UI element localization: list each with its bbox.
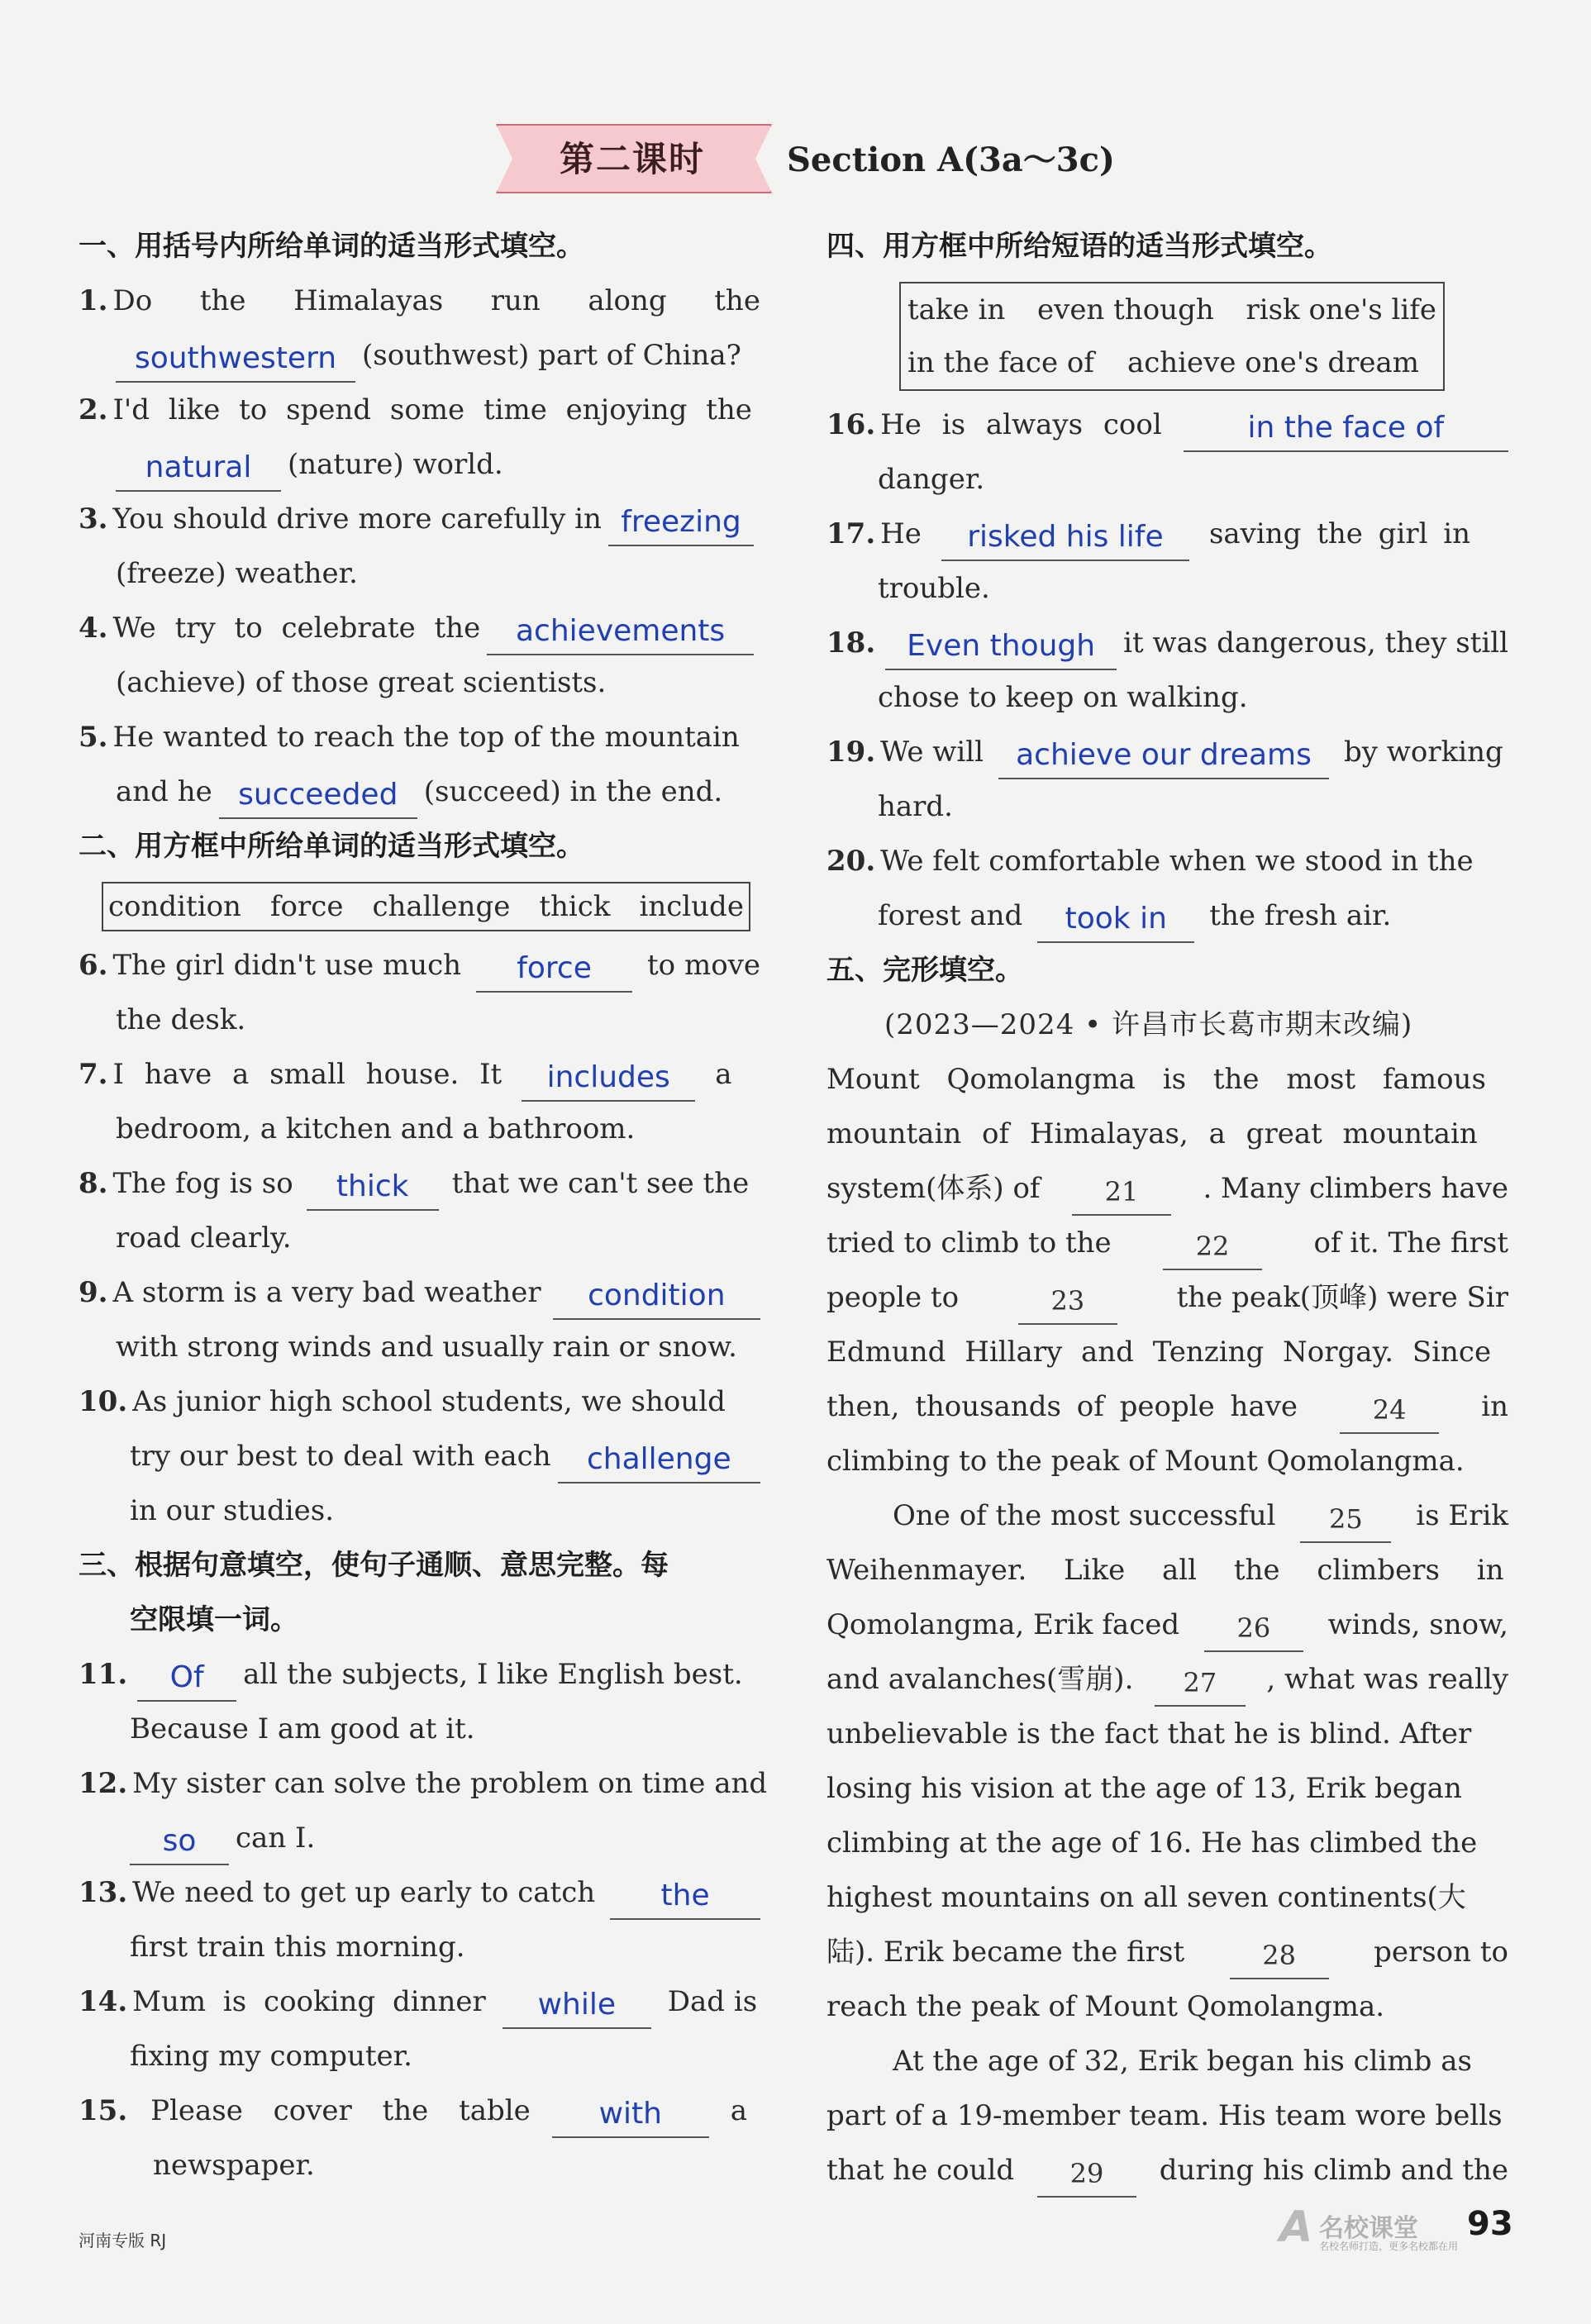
cloze-text: and avalanches(雪崩). (826, 1663, 1134, 1696)
q1-text: (southwest) part of China? (362, 339, 741, 372)
phrase-box-item: achieve one's dream (1127, 346, 1420, 379)
cloze-blank-24[interactable]: 24 (1340, 1388, 1439, 1434)
q11-line1 (79, 1647, 760, 1702)
section-title: Section A(3a～3c) (787, 140, 1115, 179)
edition-label: 河南专版 RJ (79, 2231, 167, 2250)
q6-line2 (79, 993, 760, 1047)
cloze-blank-29[interactable]: 29 (1037, 2151, 1136, 2198)
q5-line2 (79, 764, 760, 819)
q13-line1 (79, 1865, 760, 1920)
q12-text: My sister can solve the problem on time and (132, 1767, 768, 1800)
q19-line2 (826, 779, 1508, 834)
q19-number: 19. (826, 736, 876, 769)
cloze-paragraph-3 (826, 2034, 1508, 2198)
cloze-line (826, 1270, 1508, 1325)
q12-line2 (79, 1811, 760, 1865)
cloze-line (826, 1325, 1508, 1379)
q1-line2 (79, 328, 760, 383)
cloze-line (826, 1543, 1508, 1598)
q5-line1 (79, 710, 760, 764)
cloze-text: the peak(顶峰) were Sir (1176, 1281, 1508, 1314)
q14-text: Mum is cooking dinner (132, 1985, 486, 2018)
q2-text: I'd like to spend some time enjoying the (112, 393, 752, 426)
cloze-text: winds, snow, (1327, 1608, 1508, 1641)
cloze-text: climbing to the peak of Mount Qomolangma. (826, 1445, 1465, 1478)
q16-answer[interactable]: in the face of (1184, 406, 1508, 452)
q1-word: Do (112, 284, 153, 317)
q9-answer[interactable]: condition (553, 1274, 760, 1320)
cloze-blank-21[interactable]: 21 (1072, 1169, 1171, 1216)
q13-line2 (79, 1920, 760, 1974)
q7-line1 (79, 1047, 760, 1102)
q8-number: 8. (79, 1167, 108, 1200)
q7-text: I have a small house. It (112, 1058, 503, 1091)
q1-word: along (588, 284, 667, 317)
q13-answer[interactable]: the (610, 1874, 760, 1920)
page-header (0, 124, 1591, 198)
q6-text: the desk. (116, 1003, 246, 1036)
cloze-line (826, 1488, 1508, 1543)
q5-answer[interactable]: succeeded (219, 773, 417, 819)
q6-line1 (79, 938, 760, 993)
publisher-logo (1279, 2203, 1459, 2252)
q17-line1 (826, 507, 1508, 561)
q14-answer[interactable]: while (503, 1983, 651, 2029)
cloze-text: person to (1374, 1936, 1508, 1969)
cloze-line (826, 1052, 1508, 1107)
q9-line2 (79, 1320, 760, 1374)
cloze-line (826, 1161, 1508, 1216)
q6-text: to move (647, 949, 760, 982)
q2-line1 (79, 383, 760, 437)
cloze-line (826, 1870, 1508, 1925)
q2-answer[interactable]: natural (116, 445, 281, 492)
cloze-line (826, 1761, 1508, 1816)
q10-text: As junior high school students, we should (132, 1385, 726, 1418)
q4-text: (achieve) of those great scientists. (116, 666, 607, 699)
part2-word-box (102, 882, 750, 931)
q12-number: 12. (79, 1767, 128, 1800)
q14-line1 (79, 1974, 760, 2029)
cloze-blank-27[interactable]: 27 (1155, 1660, 1246, 1707)
logo-slogan: 名校名师打造，更多名校都在用 (1319, 2241, 1459, 2252)
cloze-text: climbing at the age of 16. He has climbed the (826, 1826, 1478, 1860)
part5-source (826, 998, 1508, 1052)
cloze-line (826, 2088, 1508, 2143)
part4-phrase-box (899, 282, 1445, 391)
q2-line2 (79, 437, 760, 492)
q14-line2 (79, 2029, 760, 2084)
part4-heading: 四、用方框中所给短语的适当形式填空。 (826, 230, 1332, 263)
q10-line2 (79, 1429, 760, 1483)
cloze-text: losing his vision at the age of 13, Erik began (826, 1772, 1462, 1805)
q2-text: (nature) world. (288, 448, 503, 481)
q15-line1 (79, 2084, 760, 2138)
phrase-box-item: risk one's life (1246, 293, 1436, 326)
q9-number: 9. (79, 1276, 108, 1309)
page-number: 93 (1467, 2205, 1513, 2243)
q5-text: and he (116, 775, 212, 808)
q1-word: run (490, 284, 541, 317)
q18-text: it was dangerous, they still (1123, 626, 1508, 660)
phrase-box-item: in the face of (907, 346, 1094, 379)
q13-number: 13. (79, 1876, 128, 1909)
q3-line1 (79, 492, 760, 546)
q5-number: 5. (79, 721, 108, 754)
cloze-text: system(体系) of (826, 1172, 1041, 1205)
q3-answer[interactable]: freezing (608, 500, 754, 546)
q6-text: The girl didn't use much (112, 949, 462, 982)
q8-line1 (79, 1156, 760, 1211)
q8-text: that we can't see the (451, 1167, 750, 1200)
q18-answer[interactable]: Even though (885, 624, 1117, 670)
word-box-item: force (269, 890, 344, 923)
cloze-text: 陆). Erik became the first (826, 1936, 1185, 1969)
q5-text: He wanted to reach the top of the mountain (112, 721, 740, 754)
q15-text: newspaper. (153, 2149, 315, 2182)
q11-text: all the subjects, I like English best. (243, 1658, 743, 1691)
cloze-text: during his climb and the (1159, 2154, 1508, 2187)
cloze-line (826, 1652, 1508, 1707)
q1-line1 (79, 274, 760, 328)
cloze-blank-23[interactable]: 23 (1018, 1279, 1117, 1325)
q15-text: Please cover the table (150, 2094, 531, 2127)
cloze-text: , what was really (1266, 1663, 1508, 1696)
cloze-text: Weihenmayer. Like all the climbers in (826, 1554, 1504, 1587)
q20-number: 20. (826, 845, 876, 878)
q3-text: You should drive more carefully in (112, 502, 602, 536)
q4-answer[interactable]: achievements (487, 609, 754, 655)
q9-text: with strong winds and usually rain or snow. (116, 1331, 737, 1364)
q11-line2 (79, 1702, 760, 1756)
q4-number: 4. (79, 612, 108, 645)
q4-text: We try to celebrate the (112, 612, 481, 645)
q8-answer[interactable]: thick (307, 1164, 439, 1211)
q19-text: We will (880, 736, 984, 769)
q14-number: 14. (79, 1985, 128, 2018)
q7-text: a (715, 1058, 732, 1091)
cloze-text: . Many climbers have (1203, 1172, 1508, 1205)
q17-line2 (826, 561, 1508, 616)
cloze-text: Mount Qomolangma is the most famous (826, 1063, 1486, 1096)
cloze-text: in (1481, 1390, 1508, 1423)
q20-answer[interactable]: took in (1037, 897, 1194, 943)
q6-number: 6. (79, 949, 108, 982)
q11-text: Because I am good at it. (130, 1712, 475, 1745)
q15-line2 (79, 2138, 760, 2193)
q13-text: We need to get up early to catch (132, 1876, 596, 1909)
phrase-box-item: take in (907, 293, 1006, 326)
cloze-text: One of the most successful (893, 1499, 1276, 1532)
q7-answer[interactable]: includes (522, 1055, 695, 1102)
q10-answer[interactable]: challenge (558, 1437, 760, 1483)
cloze-line (826, 2143, 1508, 2198)
cloze-blank-28[interactable]: 28 (1230, 1933, 1329, 1979)
q19-answer[interactable]: achieve our dreams (998, 733, 1329, 779)
q8-line2 (79, 1211, 760, 1265)
q17-number: 17. (826, 517, 876, 550)
q2-number: 2. (79, 393, 108, 426)
cloze-line (826, 1216, 1508, 1270)
q9-text: A storm is a very bad weather (112, 1276, 541, 1309)
cloze-text: part of a 19-member team. His team wore bells (826, 2099, 1503, 2132)
q12-text: can I. (236, 1822, 316, 1855)
cloze-line (826, 2034, 1508, 2088)
q17-answer[interactable]: risked his life (941, 515, 1189, 561)
q5-text: (succeed) in the end. (423, 775, 723, 808)
left-column (79, 219, 768, 2193)
q16-text: danger. (878, 463, 985, 496)
q11-answer[interactable]: Of (137, 1655, 236, 1702)
cloze-text: mountain of Himalayas, a great mountain (826, 1117, 1478, 1150)
q9-line1 (79, 1265, 760, 1320)
q17-text: saving the girl in (1208, 517, 1471, 550)
logo-a-icon: A (1279, 2203, 1313, 2252)
q10-line3 (79, 1483, 760, 1538)
part2-heading: 二、用方框中所给单词的适当形式填空。 (79, 830, 584, 863)
word-box-item: challenge (372, 890, 511, 923)
q16-number: 16. (826, 408, 876, 441)
q20-line1 (826, 834, 1508, 888)
q19-text: hard. (878, 790, 953, 823)
q3-text: (freeze) weather. (116, 557, 358, 590)
right-column (826, 219, 1508, 2198)
q10-line1 (79, 1374, 760, 1429)
q1-word: the (714, 284, 760, 317)
q1-word: the (199, 284, 246, 317)
word-box-item: condition (108, 890, 241, 923)
part1-heading: 一、用括号内所给单词的适当形式填空。 (79, 230, 584, 263)
q8-text: The fog is so (112, 1167, 293, 1200)
cloze-blank-25[interactable]: 25 (1300, 1497, 1391, 1543)
cloze-text: then, thousands of people have (826, 1390, 1298, 1423)
q18-number: 18. (826, 626, 876, 660)
q15-number: 15. (79, 2094, 128, 2127)
word-box-item: include (639, 890, 744, 923)
q10-number: 10. (79, 1385, 128, 1418)
q14-text: fixing my computer. (130, 2040, 412, 2073)
q17-text: He (880, 517, 922, 550)
part3-heading-line2: 空限填一词。 (130, 1603, 298, 1636)
q20-text: the fresh air. (1209, 899, 1392, 932)
cloze-text: reach the peak of Mount Qomolangma. (826, 1990, 1385, 2023)
q7-text: bedroom, a kitchen and a bathroom. (116, 1112, 636, 1145)
q20-line2 (826, 888, 1508, 943)
phrase-box-row (907, 336, 1436, 389)
word-box-item: thick (539, 890, 611, 923)
phrase-box-row (907, 283, 1436, 336)
q1-answer[interactable]: southwestern (116, 336, 355, 383)
cloze-line (826, 1707, 1508, 1761)
cloze-line (826, 1107, 1508, 1161)
q10-text: in our studies. (130, 1494, 335, 1527)
lesson-label: 第二课时 (559, 139, 705, 179)
cloze-paragraph-2 (826, 1488, 1508, 2034)
q11-number: 11. (79, 1658, 128, 1691)
source-note: (2023—2024 • 许昌市长葛市期末改编) (884, 1008, 1413, 1041)
cloze-text: Edmund Hillary and Tenzing Norgay. Since (826, 1336, 1492, 1369)
q6-answer[interactable]: force (476, 946, 632, 993)
part3-heading-line1: 三、根据句意填空，使句子通顺、意思完整。每 (79, 1549, 669, 1582)
cloze-blank-26[interactable]: 26 (1204, 1606, 1303, 1652)
q3-number: 3. (79, 502, 108, 536)
cloze-text: Qomolangma, Erik faced (826, 1608, 1180, 1641)
q15-text: a (730, 2094, 748, 2127)
cloze-line (826, 1434, 1508, 1488)
q16-line2 (826, 452, 1508, 507)
q20-text: We felt comfortable when we stood in the (880, 845, 1474, 878)
cloze-text: highest mountains on all seven continents(大 (826, 1881, 1466, 1914)
q4-line2 (79, 655, 760, 710)
q8-text: road clearly. (116, 1222, 292, 1255)
q14-text: Dad is (667, 1985, 758, 2018)
cloze-line (826, 1816, 1508, 1870)
q7-line2 (79, 1102, 760, 1156)
q13-text: first train this morning. (130, 1931, 465, 1964)
cloze-line (826, 1598, 1508, 1652)
q18-line1 (826, 616, 1508, 670)
cloze-text: that he could (826, 2154, 1015, 2187)
part5-heading: 五、完形填空。 (826, 954, 1023, 987)
q10-text: try our best to deal with each (130, 1440, 551, 1473)
q1-number: 1. (79, 284, 108, 317)
q17-text: trouble. (878, 572, 990, 605)
q18-line2 (826, 670, 1508, 725)
cloze-text: of it. The first (1313, 1226, 1508, 1260)
cloze-blank-22[interactable]: 22 (1163, 1224, 1262, 1270)
cloze-line (826, 1379, 1508, 1434)
cloze-text: is Erik (1416, 1499, 1508, 1532)
q20-text: forest and (878, 899, 1023, 932)
q19-line1 (826, 725, 1508, 779)
cloze-text: unbelievable is the fact that he is blind. After (826, 1717, 1472, 1750)
q12-answer[interactable]: so (130, 1819, 229, 1865)
q4-line1 (79, 601, 760, 655)
logo-name: 名校课堂 (1319, 2214, 1418, 2243)
q7-number: 7. (79, 1058, 108, 1091)
phrase-box-item: even though (1036, 293, 1214, 326)
cloze-text: tried to climb to the (826, 1226, 1112, 1260)
cloze-paragraph-1 (826, 1052, 1508, 1488)
cloze-text: people to (826, 1281, 960, 1314)
cloze-line (826, 1925, 1508, 1979)
q15-answer[interactable]: with (552, 2092, 709, 2138)
q16-text: He is always cool (880, 408, 1162, 441)
q19-text: by working (1343, 736, 1503, 769)
q18-text: chose to keep on walking. (878, 681, 1248, 714)
cloze-text: At the age of 32, Erik began his climb as (893, 2045, 1472, 2078)
q12-line1 (79, 1756, 768, 1811)
q1-word: Himalayas (293, 284, 444, 317)
cloze-line (826, 1979, 1508, 2034)
q16-line1 (826, 398, 1508, 452)
q3-line2 (79, 546, 760, 601)
